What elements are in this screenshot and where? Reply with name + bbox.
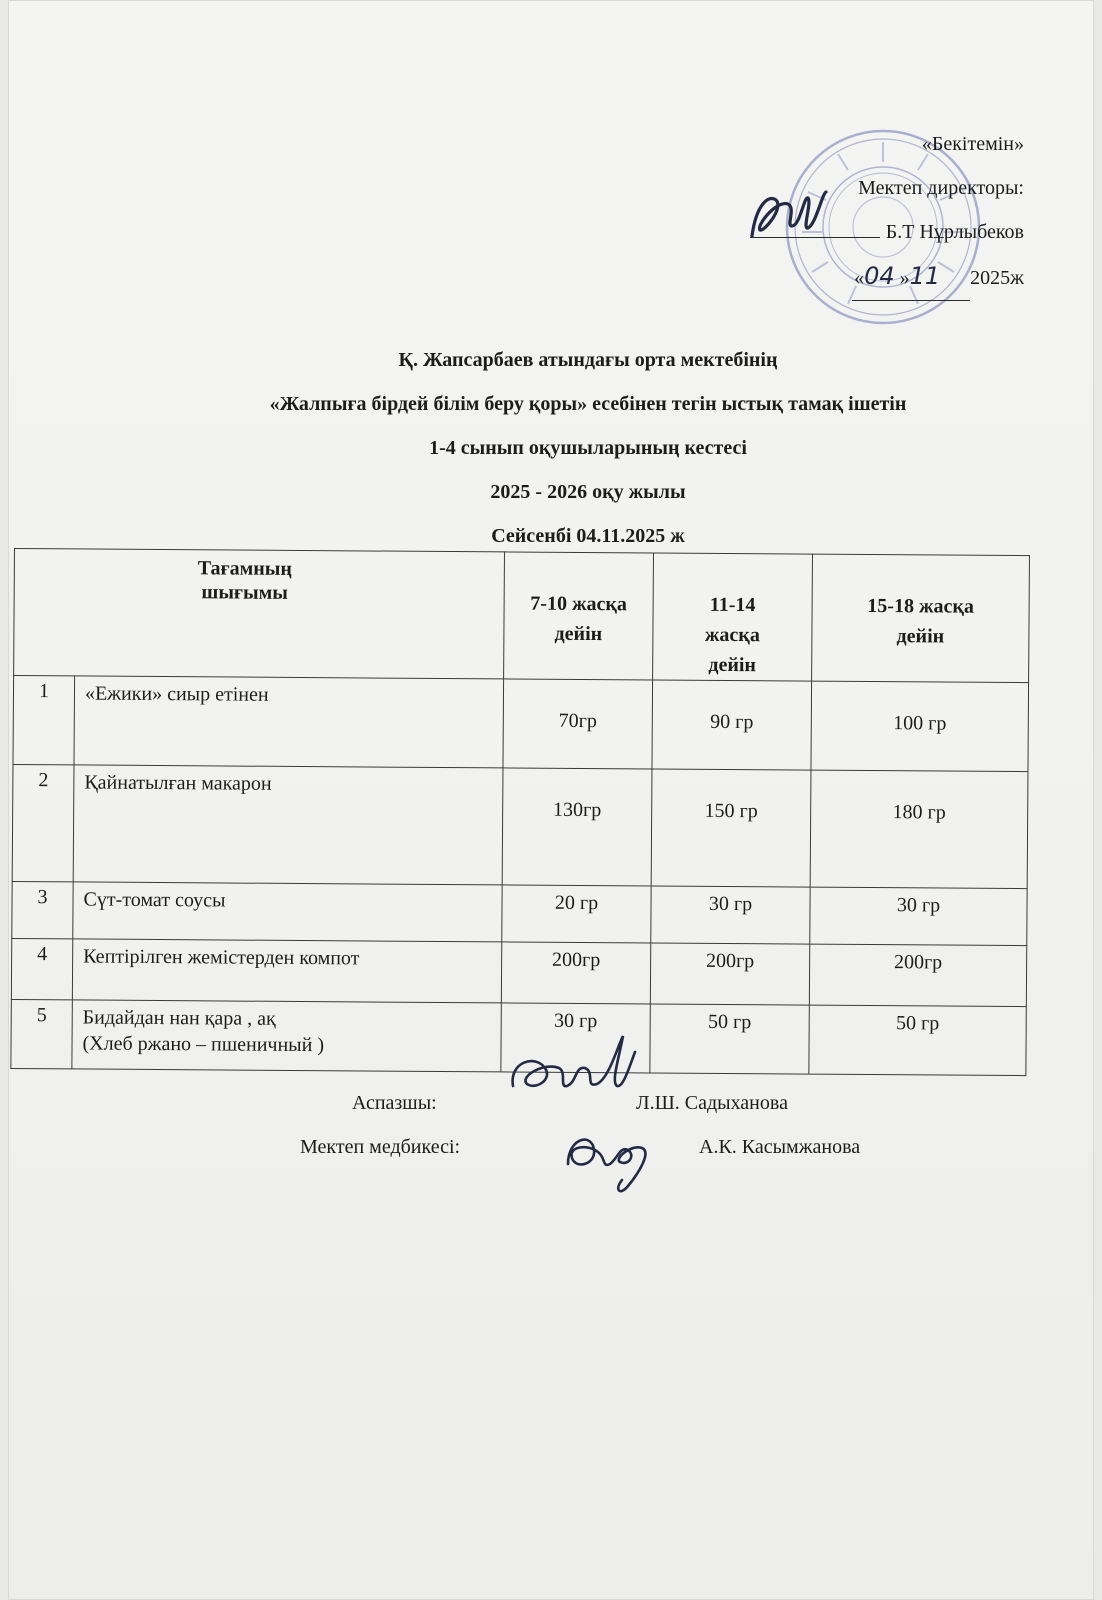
- row-value-7-10: 30 гр: [501, 1003, 650, 1073]
- cook-name: Л.Ш. Садыханова: [636, 1092, 788, 1114]
- header-age-15-18-text: 15-18 жасқа дейін: [867, 594, 974, 648]
- row-number: 1: [13, 676, 75, 765]
- table-row: [13, 676, 1029, 772]
- approval-position: Мектеп директоры:: [858, 177, 1024, 199]
- row-value-7-10: 130гр: [502, 768, 652, 886]
- date-day: 04: [864, 262, 895, 290]
- approval-date: [684, 254, 1024, 301]
- row-dish: Қайнатылған макарон: [73, 765, 503, 885]
- menu-table: [10, 548, 1030, 1076]
- title-line-4: 2025 - 2026 оқу жылы: [490, 481, 686, 503]
- nurse-signature-icon: [558, 1104, 668, 1204]
- header-age-11-14: [653, 553, 813, 681]
- row-number: 4: [11, 938, 72, 999]
- header-age-15-18: [812, 554, 1030, 683]
- row-number: 3: [12, 881, 73, 938]
- date-close-quote: »: [899, 267, 910, 289]
- row-value-15-18: 200гр: [809, 944, 1026, 1007]
- title-line-5: Сейсенбі 04.11.2025 ж: [491, 525, 685, 547]
- header-age-11-14-line3: дейін: [708, 653, 757, 677]
- row-value-7-10: 200гр: [501, 942, 650, 1004]
- row-number: 2: [12, 764, 74, 881]
- row-number: 5: [11, 999, 72, 1068]
- row-value-15-18: 100 гр: [811, 681, 1029, 772]
- title-line-1: Қ. Жапсарбаев атындағы орта мектебінің: [398, 349, 778, 371]
- header-age-7-10: [504, 552, 654, 680]
- row-dish-line2: (Хлеб ржано – пшеничный ): [82, 1032, 325, 1057]
- row-dish: «Ежики» сиыр етінен: [74, 676, 504, 768]
- row-value-15-18: 30 гр: [810, 887, 1027, 946]
- row-value-7-10: 70гр: [503, 679, 653, 769]
- approval-name: Б.Т Нұрлыбеков: [885, 221, 1024, 243]
- date-field: [852, 254, 970, 301]
- header-dish-line1: Тағамның: [197, 557, 293, 580]
- row-value-11-14: 200гр: [650, 943, 809, 1005]
- signature-line: [750, 219, 880, 238]
- row-dish: [72, 1000, 501, 1072]
- row-value-15-18: 50 гр: [809, 1005, 1026, 1076]
- approval-name-line: [684, 210, 1024, 254]
- header-dish-line2: шығымы: [201, 581, 288, 604]
- row-dish: Сүт-томат соусы: [73, 882, 502, 942]
- header-age-11-14-line1: 11-14: [709, 593, 756, 617]
- date-year: 2025ж: [970, 267, 1024, 289]
- title-line-2: «Жалпыға бірдей білім беру қоры» есебінен тегін ыстық тамақ ішетін: [269, 393, 907, 415]
- title-line-3: 1-4 сынып оқушыларының кестесі: [429, 437, 747, 459]
- nurse-role: Мектеп медбикесі:: [300, 1136, 461, 1158]
- row-dish: Кептірілген жемістерден компот: [72, 939, 501, 1003]
- header-age-7-10-text: 7-10 жасқа дейін: [530, 592, 627, 646]
- document-title: [48, 338, 1102, 558]
- row-dish-line1: Бидайдан нан қара , ақ: [82, 1006, 276, 1030]
- date-open-quote: «: [854, 267, 865, 289]
- row-value-15-18: 180 гр: [810, 770, 1028, 889]
- table-row: [12, 881, 1027, 945]
- header-age-11-14-line2: жасқа: [704, 623, 760, 647]
- nurse-name: А.К. Касымжанова: [699, 1136, 861, 1158]
- approval-block: [684, 122, 1024, 301]
- row-value-11-14: 150 гр: [651, 769, 811, 887]
- table-header-row: [14, 549, 1030, 683]
- row-value-7-10: 20 гр: [502, 885, 651, 943]
- row-value-11-14: 30 гр: [651, 886, 810, 944]
- date-month: 11: [909, 262, 941, 290]
- row-value-11-14: 50 гр: [650, 1004, 809, 1074]
- table-row: [11, 938, 1026, 1006]
- header-dish-yield: [14, 549, 505, 679]
- cook-role: Аспазшы:: [352, 1092, 437, 1114]
- row-value-11-14: 90 гр: [652, 680, 812, 770]
- table-row: [12, 764, 1028, 888]
- approval-heading: «Бекітемін»: [921, 133, 1024, 155]
